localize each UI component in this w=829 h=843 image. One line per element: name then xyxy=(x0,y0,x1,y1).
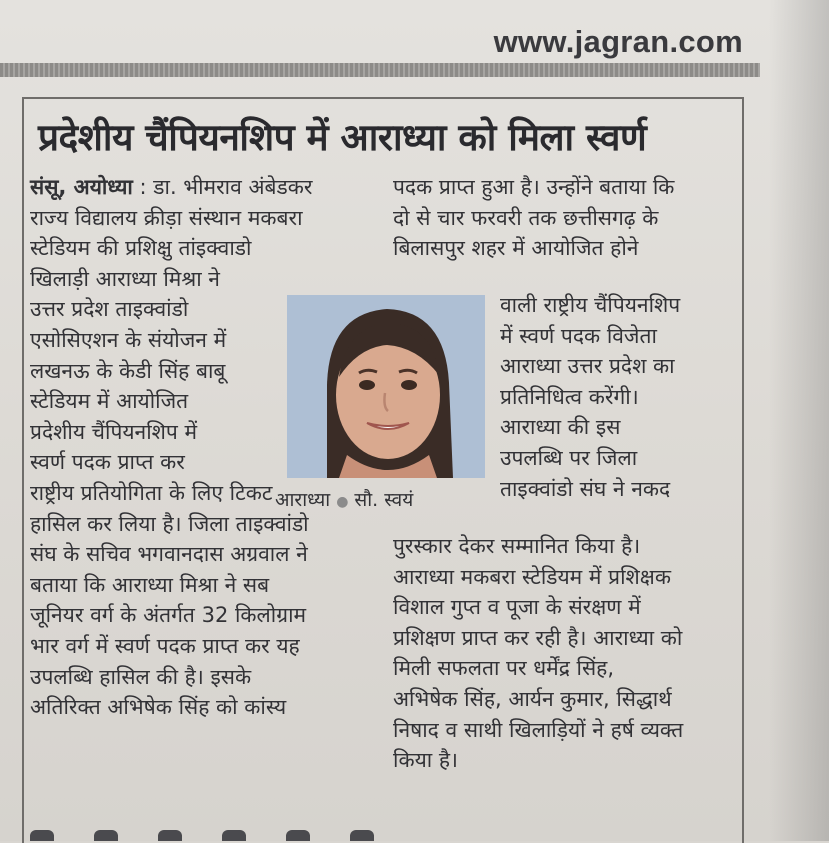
text-line: प्रशिक्षण प्राप्त कर रही है। आराध्या को xyxy=(393,625,683,650)
text-line: स्वर्ण पदक प्राप्त कर xyxy=(30,450,185,475)
cut-glyph xyxy=(94,830,118,841)
text-line: बिलासपुर शहर में आयोजित होने xyxy=(393,236,639,261)
right-column-mid xyxy=(500,290,680,504)
right-column-top xyxy=(393,172,674,264)
text-line: स्टेडियम में आयोजित xyxy=(30,389,189,414)
cut-glyph xyxy=(286,830,310,841)
text-line: लखनऊ के केडी सिंह बाबू xyxy=(30,358,226,383)
cut-glyph xyxy=(222,830,246,841)
text-line: प्रदेशीय चैंपियनशिप में xyxy=(30,419,198,444)
text-line: एसोसिएशन के संयोजन में xyxy=(30,327,227,352)
text-line: : डा. भीमराव अंबेडकर xyxy=(132,175,313,199)
caption-name: आराध्या xyxy=(275,489,331,511)
bullet-icon: ● xyxy=(336,494,349,510)
text-line: उपलब्धि हासिल की है। इसके xyxy=(30,664,252,689)
text-line: स्टेडियम की प्रशिक्षु तांइक्वाडो xyxy=(30,236,252,261)
right-column-bottom xyxy=(393,531,683,776)
site-url: www.jagran.com xyxy=(493,24,743,59)
text-line: विशाल गुप्त व पूजा के संरक्षण में xyxy=(393,595,641,620)
text-line: दो से चार फरवरी तक छत्तीसगढ़ के xyxy=(393,205,659,230)
text-line: मिली सफलता पर धर्मेंद्र सिंह, xyxy=(393,656,615,681)
text-line: अभिषेक सिंह, आर्यन कुमार, सिद्धार्थ xyxy=(393,686,672,711)
text-line: अतिरिक्त अभिषेक सिंह को कांस्य xyxy=(30,695,287,720)
cut-glyph xyxy=(30,830,54,841)
text-line: उत्तर प्रदेश ताइक्वांडो xyxy=(30,297,189,322)
text-line: खिलाड़ी आराध्या मिश्रा ने xyxy=(30,266,220,291)
page-shadow xyxy=(769,0,829,841)
text-line: प्रतिनिधित्व करेंगी। xyxy=(500,384,639,409)
text-line: ताइक्वांडो संघ ने नकद xyxy=(500,476,671,501)
text-line: जूनियर वर्ग के अंतर्गत 32 किलोग्राम xyxy=(30,603,307,628)
text-line: वाली राष्ट्रीय चैंपियनशिप xyxy=(500,293,681,317)
portrait-illustration xyxy=(287,295,485,478)
text-line: भार वर्ग में स्वर्ण पदक प्राप्त कर यह xyxy=(30,633,300,658)
left-column xyxy=(30,172,312,723)
text-line: पुरस्कार देकर सम्मानित किया है। xyxy=(393,534,641,558)
text-line: आराध्या मकबरा स्टेडियम में प्रशिक्षक xyxy=(393,564,671,589)
text-line: निषाद व साथी खिलाड़ियों ने हर्ष व्यक्त xyxy=(393,717,684,742)
text-line: उपलब्धि पर जिला xyxy=(500,445,638,470)
text-line: आराध्या की इस xyxy=(500,415,621,440)
photo-caption xyxy=(275,486,413,512)
headline: प्रदेशीय चैंपियनशिप में आराध्या को मिला स्वर्ण xyxy=(38,116,647,159)
top-rule xyxy=(0,63,760,77)
next-headline-cut xyxy=(30,828,730,841)
text-line: राष्ट्रीय प्रतियोगिता के लिए टिकट xyxy=(30,480,273,505)
text-line: बताया कि आराध्या मिश्रा ने सब xyxy=(30,572,270,597)
caption-credit: सौ. स्वयं xyxy=(354,489,414,511)
athlete-photo xyxy=(287,295,485,478)
dateline-line xyxy=(30,172,312,203)
text-line: संघ के सचिव भगवानदास अग्रवाल ने xyxy=(30,542,308,567)
text-line: पदक प्राप्त हुआ है। उन्होंने बताया कि xyxy=(393,175,675,199)
text-line: आराध्या उत्तर प्रदेश का xyxy=(500,354,675,379)
text-line: हासिल कर लिया है। जिला ताइक्वांडो xyxy=(30,511,309,536)
cut-glyph xyxy=(158,830,182,841)
text-line: में स्वर्ण पदक विजेता xyxy=(500,323,657,348)
dateline: संसू, अयोध्या xyxy=(30,175,133,199)
cut-glyph xyxy=(350,830,374,841)
text-line: किया है। xyxy=(393,748,458,773)
text-line: राज्य विद्यालय क्रीड़ा संस्थान मकबरा xyxy=(30,205,303,230)
